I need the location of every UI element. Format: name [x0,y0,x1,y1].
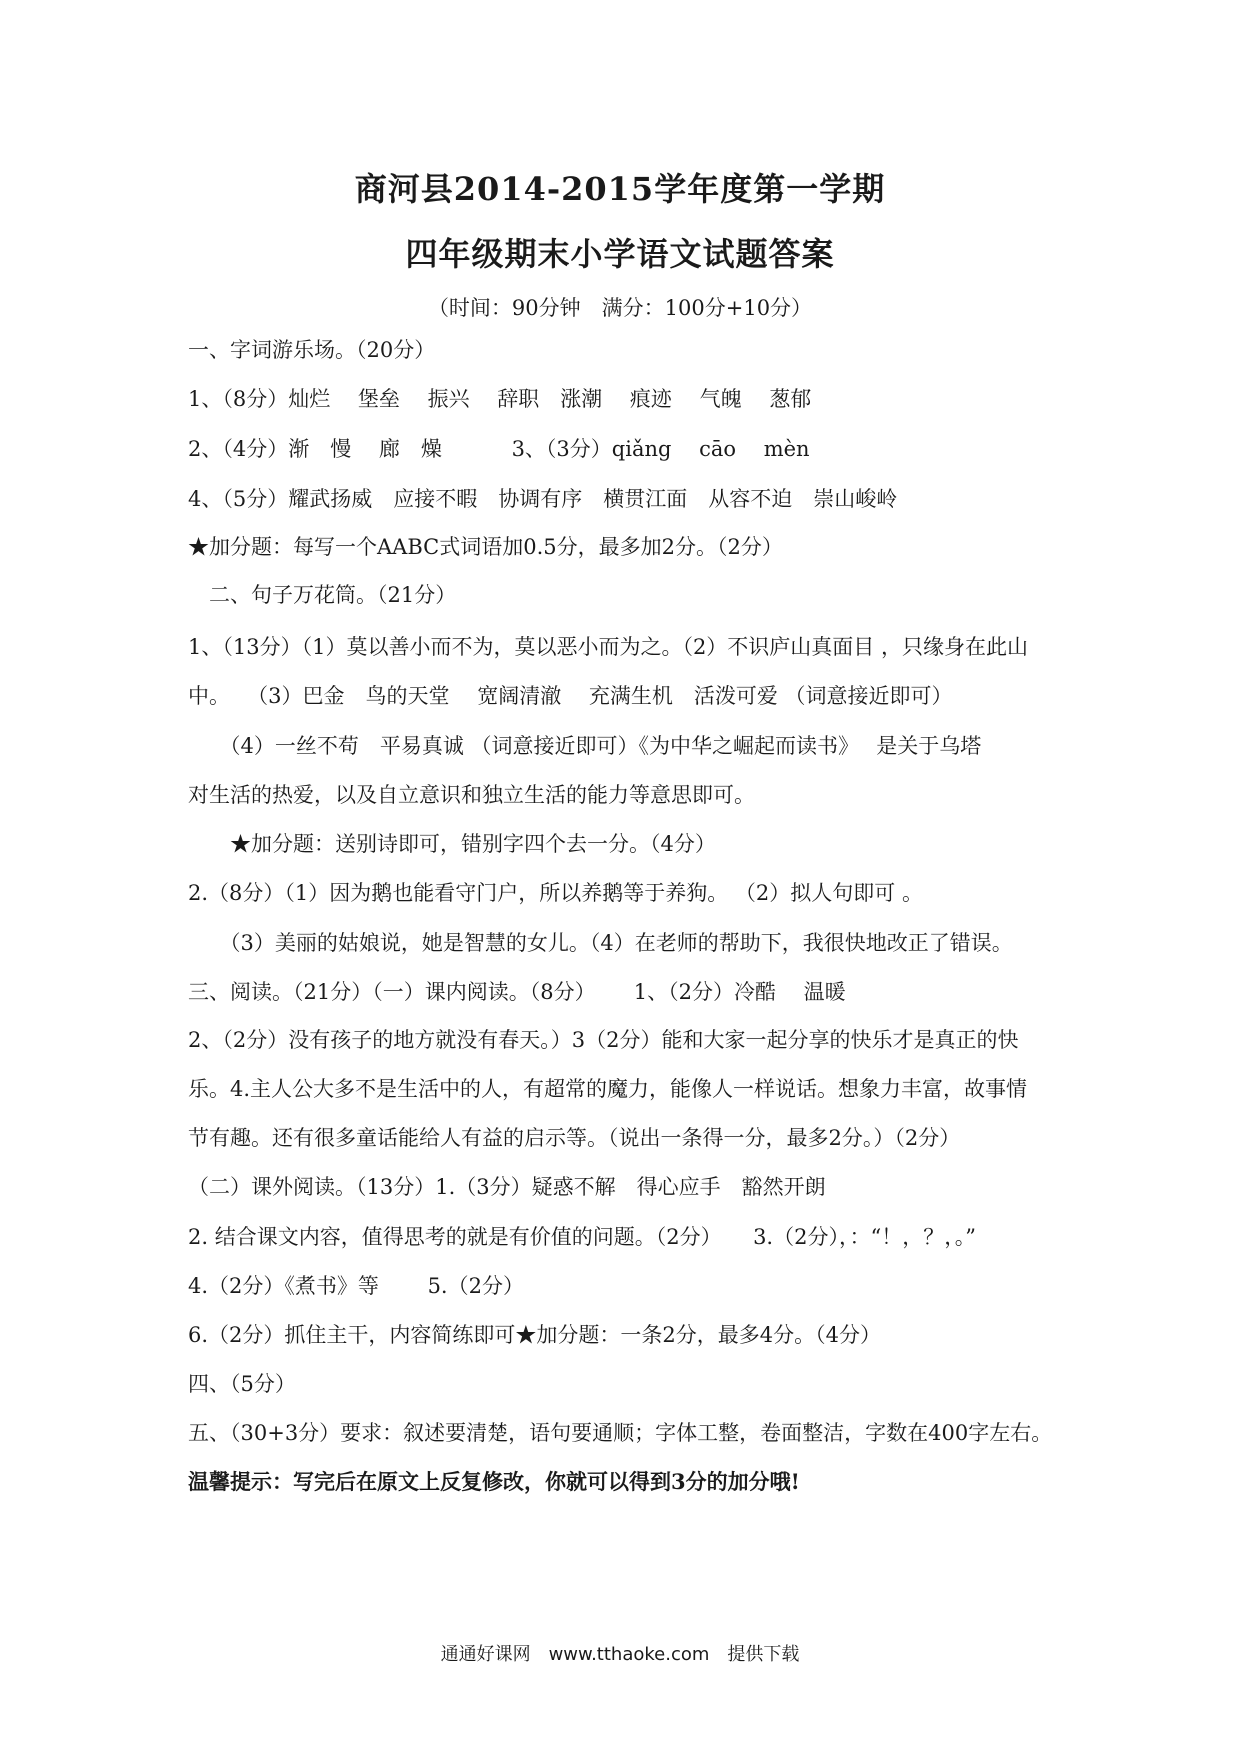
answer-line: 对生活的热爱，以及自立意识和独立生活的能力等意思即可。 [188,783,755,807]
answer-line: 乐。4.主人公大多不是生活中的人，有超常的魔力，能像人一样说话。想象力丰富，故事情 [188,1077,1028,1101]
section-4-heading: 四、（5分） [188,1372,296,1396]
page-title: 商河县2014-2015学年度第一学期 [354,170,886,208]
footer-text: 通通好课网 www.tthaoke.com 提供下载 [440,1644,800,1665]
section-3-heading: 三、阅读。（21分）（一）课内阅读。（8分） 1、（2分）冷酷 温暖 [188,980,846,1004]
section-1-heading: 一、字词游乐场。（20分） [188,338,436,362]
section-5-heading: 五、（30+3分）要求：叙述要清楚，语句要通顺；字体工整，卷面整洁，字数在400字左右。 [188,1421,1053,1445]
answer-line: 6.（2分）抓住主干，内容简练即可★加分题：一条2分，最多4分。（4分） [188,1323,881,1347]
tip-text: 温馨提示：写完后在原文上反复修改，你就可以得到3分的加分哦! [188,1469,800,1494]
answer-line: 中。 （3）巴金 鸟的天堂 宽阔清澈 充满生机 活泼可爱 （词意接近即可） [188,684,953,708]
answer-line: 2、（4分）渐 慢 廊 燥 3、（3分）qiǎng cāo mèn [188,437,810,461]
answer-line: （二）课外阅读。（13分）1.（3分）疑惑不解 得心应手 豁然开朗 [188,1175,826,1199]
bonus-line: ★加分题：每写一个AABC式词语加0.5分，最多加2分。（2分） [188,535,783,559]
answer-line: 节有趣。还有很多童话能给人有益的启示等。（说出一条得一分，最多2分。）（2分） [188,1126,961,1150]
page-subtitle: 四年级期末小学语文试题答案 [405,235,835,273]
answer-line: 2、（2分）没有孩子的地方就没有春天。）3（2分）能和大家一起分享的快乐才是真正的快 [188,1028,1019,1052]
answer-line: 2.（8分）（1）因为鹅也能看守门户，所以养鹅等于养狗。 （2）拟人句即可 。 [188,881,923,905]
bonus-line: ★加分题：送别诗即可，错别字四个去一分。（4分） [188,832,716,856]
answer-line: 4、（5分）耀武扬威 应接不暇 协调有序 横贯江面 从容不迫 崇山峻岭 [188,487,898,511]
answer-line: 1、（8分）灿烂 堡垒 振兴 辞职 涨潮 痕迹 气魄 葱郁 [188,387,812,411]
answer-line: 1、（13分）（1）莫以善小而不为，莫以恶小而为之。（2）不识庐山真面目 ，只缘身在此山 [188,635,1028,659]
answer-line: 4.（2分）《煮书》等 5.（2分） [188,1274,524,1298]
answer-line: （3）美丽的姑娘说，她是智慧的女儿。（4）在老师的帮助下，我很快地改正了错误。 [188,931,1013,955]
answer-line: 2. 结合课文内容，值得思考的就是有价值的问题。（2分） 3.（2分），：“！，？，。” [188,1225,976,1249]
exam-info: （时间：90分钟 满分：100分+10分） [427,296,813,320]
section-2-heading: 二、句子万花筒。（21分） [188,583,457,607]
answer-line: （4）一丝不苟 平易真诚 （词意接近即可）《为中华之崛起而读书》 是关于乌塔 [188,734,982,758]
